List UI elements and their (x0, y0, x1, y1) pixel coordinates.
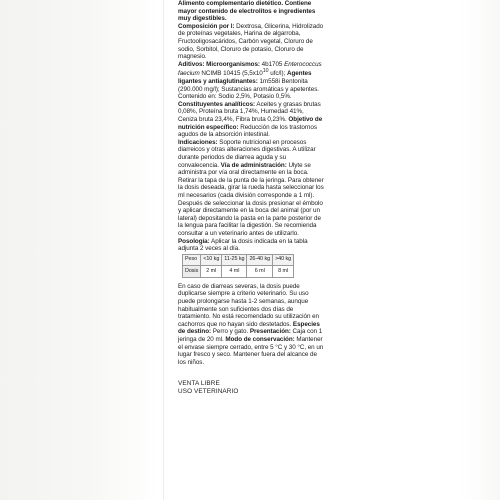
microorganism-species: Enterococcus faecium (178, 60, 322, 78)
indications-paragraph (178, 139, 324, 253)
dosage-label: Posología: (178, 237, 210, 245)
binders-label: Agentes ligantes y antiaglutinantes: (178, 70, 312, 86)
label-text-column (178, 0, 324, 500)
dose-cell: 8 ml (273, 266, 294, 278)
administration-text: Ulyte se administra por vía oral directamente en la boca. Retirar la tapa de la punta de la jeringa. Para obtener la dosis deseada, girar la rueda hasta seleccionar los ml necesarios (cada división corresponde a 1 ml). Después de seleccionar la dosis presionar el émbolo y aplicar directamente en la boca del animal (por un lateral) depositando la pasta en la parte posterior de la lengua para facilitar la digestión. Se recomienda consultar a un veterinario antes de utilizarlo. (178, 161, 324, 237)
target-species-label: Especies de destino: (178, 320, 320, 336)
indications-label: Indicaciones: (178, 138, 218, 146)
dose-cell: 6 ml (247, 266, 273, 278)
dose-row (183, 266, 294, 278)
nutrition-objective-label: Objetivo de nutrición específico: (178, 116, 323, 131)
composition-label: Composición por l: (178, 22, 235, 30)
weight-row (183, 254, 294, 266)
weight-row-label: Peso (183, 254, 201, 266)
additives-cfu: ufc/l); (268, 70, 287, 78)
binders-text: 1m558i Bentonita (290.000 mg/l); Sustancias aromáticas y apetentes. Contenido en: Sodio 2,5%, Potasio 0,5%. (178, 78, 320, 101)
severe-diarrhea-text: En caso de diarreas severas, la dosis puede duplicarse siempre a criterio veterinario. Su uso puede prolongarse hasta 1-2 semanas, aunque habitualmente son suficientes dos días de tratamiento. No está recomendado su utilización en cachorros que no hayan sido destetados. (178, 282, 320, 328)
additives-strain: NCIMB 10415 (5,5x10 (199, 70, 263, 78)
additives-paragraph (178, 61, 324, 139)
weight-cell: 26-40 kg (247, 254, 273, 266)
indications-text: Soporte nutricional en procesos diarreicos y otras alteraciones digestivas. A utilizar durante periodos de diarrea aguda y su convalecencia. (178, 138, 316, 169)
presentation-label: Presentación: (249, 328, 291, 336)
package-side-panel (0, 0, 160, 500)
dosage-text: Aplicar la dosis indicada en la tabla adjunta 2 veces al día. (178, 237, 308, 253)
additives-label: Aditivos: Microorganismos: (178, 60, 260, 68)
dose-table (182, 254, 294, 278)
cfu-exponent: 10 (262, 68, 269, 75)
analytical-text: Aceites y grasas brutas 0,08%, Proteína bruta 1,74%, Humedad 41%, Ceniza bruta 23,4%, Fibra bruta 0,23%. (178, 100, 321, 123)
weight-cell: 11-25 kg (222, 254, 247, 266)
label-footer (178, 380, 324, 396)
nutrition-objective-text: Reducción de los trastornos agudos de la absorción intestinal. (178, 123, 317, 139)
additives-code: 4b1705 (259, 60, 285, 68)
package-fold-line (163, 0, 164, 500)
storage-text: Mantener el envase siempre cerrado, entre 5 °C y 30 °C, en un lugar fresco y seco. Mantener fuera del alcance de los niños. (178, 336, 324, 366)
composition-text: Dextrosa, Glicerina, Hidrolizado de proteínas vegetales, Harina de algarroba, Fructooligosacáridos, Carbón vegetal, Cloruro de sodio, Sorbitol, Cloruro de potasio, Cloruro de magnesio. (178, 22, 324, 61)
target-species-text: Perro y gato. (211, 328, 250, 336)
composition-paragraph (178, 23, 324, 61)
usage-paragraph (178, 283, 324, 367)
sale-type: VENTA LIBRE (178, 380, 220, 388)
dose-cell: 2 ml (201, 266, 222, 278)
analytical-label: Constituyentes analíticos: (178, 100, 256, 108)
dose-row-label: Dosis (183, 266, 201, 278)
weight-cell: <10 kg (201, 254, 222, 266)
package-right-shadow (460, 0, 500, 500)
dose-cell: 4 ml (222, 266, 247, 278)
veterinary-use: USO VETERINARIO (178, 388, 239, 396)
intro-text: Alimento complementario dietético. Contiene mayor contenido de electrolitos e ingredientes muy digestibles. (178, 0, 316, 23)
storage-label: Modo de conservación: (225, 336, 295, 344)
presentation-text: Caja con 1 jeringa de 20 ml. (178, 328, 323, 344)
administration-label: Vía de administración: (220, 161, 287, 169)
weight-cell: >40 kg (273, 254, 294, 266)
